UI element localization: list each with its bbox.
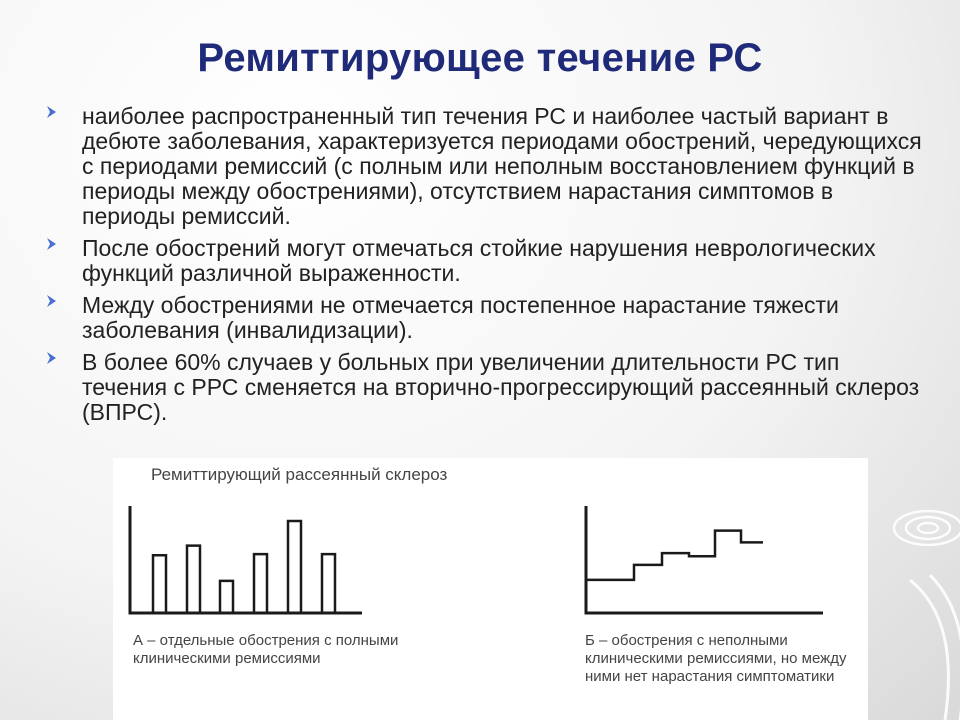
diagram-a-relapse-bar bbox=[153, 555, 166, 613]
diagram-a-relapse-bar bbox=[288, 521, 301, 613]
ms-course-figure bbox=[113, 458, 868, 720]
bullet-item bbox=[46, 104, 926, 229]
bullet-item bbox=[46, 236, 926, 286]
diagram-b-axes bbox=[586, 506, 823, 613]
chevron-right-icon bbox=[46, 351, 58, 365]
diagram-b-stepped-course-line bbox=[586, 531, 763, 613]
slide-title: Ремиттирующее течение РС bbox=[197, 36, 763, 80]
bullet-text: наиболее распространенный тип течения РС и наиболее частый вариант в дебюте заболевания, характеризуется периодами обострений, чередующихся с периодами ремиссий (с полным или неполным восстановлением функций в периоды между обострениями), отсутствием нарастания симптомов в периоды ремиссий. bbox=[82, 103, 922, 229]
diagram-a-relapse-bar bbox=[187, 546, 200, 613]
bullet-text: После обострений могут отмечаться стойкие нарушения неврологических функций различной выраженности. bbox=[82, 235, 876, 286]
diagram-a-relapse-bar bbox=[254, 554, 267, 613]
bullet-text: В более 60% случаев у больных при увеличении длительности РС тип течения с РРС сменяется на вторично-прогрессирующий рассеянный склероз (ВПРС). bbox=[82, 349, 920, 425]
bullet-item bbox=[46, 293, 926, 343]
chevron-right-icon bbox=[46, 294, 58, 308]
bullet-item bbox=[46, 350, 926, 425]
bullet-text: Между обострениями не отмечается постепенное нарастание тяжести заболевания (инвалидизации). bbox=[82, 292, 839, 343]
caption-a: А – отдельные обострения с полными клиническими ремиссиями bbox=[133, 632, 399, 667]
diagram-a-relapse-bar bbox=[322, 554, 335, 613]
figure-title: Ремиттирующий рассеянный склероз bbox=[151, 465, 448, 484]
chevron-right-icon bbox=[46, 105, 58, 119]
bullet-list bbox=[46, 104, 926, 432]
diagram-a-relapse-bar bbox=[220, 581, 233, 613]
caption-b: Б – обострения с неполными клиническими ремиссиями, но между ними нет нарастания симптоматики bbox=[585, 632, 847, 685]
chevron-right-icon bbox=[46, 237, 58, 251]
